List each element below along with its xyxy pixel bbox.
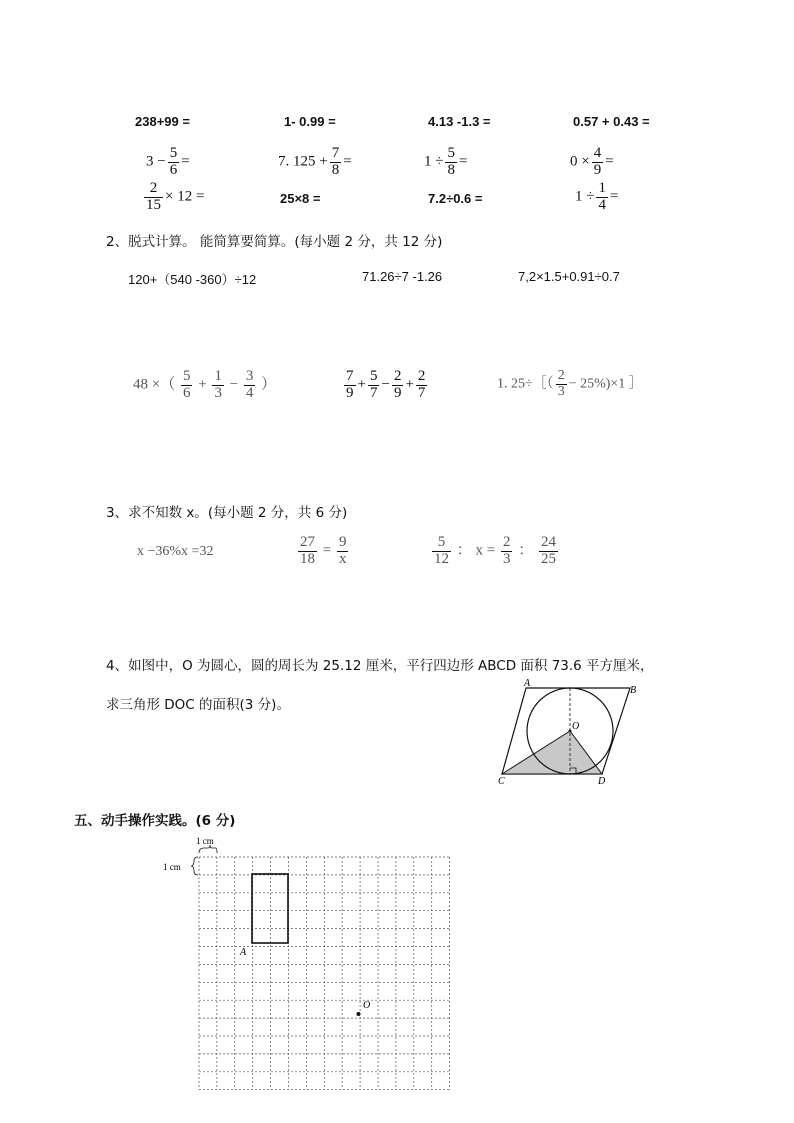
label-o: O: [363, 1000, 371, 1011]
brace-left: [191, 857, 198, 875]
calc-item: 1 ÷ $\frac{5}{8}$ =: [424, 145, 468, 178]
calc-item: 71.26÷7 -1.26: [362, 269, 443, 284]
calc-item: $\frac{2}{15}$ × 12 =: [146, 180, 205, 213]
rectangle-shape: [252, 874, 288, 943]
calc-item: 120+（540 -360）÷12: [128, 272, 257, 287]
point-o: [357, 1012, 361, 1016]
calc-item: 7,2×1.5+0.91÷0.7: [518, 269, 620, 284]
calc-item: 3 − $\frac{5}{6}$ =: [146, 145, 190, 178]
calc-item: 238+99 =: [135, 114, 190, 129]
calc-item: 0.57 + 0.43 =: [573, 114, 650, 129]
label-c: C: [498, 776, 505, 787]
calc-item: 0 × $\frac{4}{9}$ =: [570, 145, 614, 178]
grid-lines: [199, 857, 450, 1090]
label-d: D: [598, 776, 606, 787]
calc-item: 25×8 =: [280, 191, 321, 206]
unit-label-top: 1 cm: [196, 836, 214, 846]
calc-item: 1- 0.99 =: [284, 114, 336, 129]
calc-item: 7.2÷0.6 =: [428, 191, 483, 206]
brace-top: [199, 845, 217, 853]
calc-item: 1. 25÷［（ $\frac{2}{3}$ − 25%)×1 ］: [497, 368, 643, 399]
problem-text: 4、如图中，O 为圆心，圆的周长为 25.12 厘米，平行四边形 ABCD 面积 73.6 平方厘米，: [106, 658, 654, 674]
section-heading: 2、脱式计算。 能简算要简算。(每小题 2 分，共 12 分): [106, 234, 443, 250]
equation-item: x −36%x =32: [137, 544, 214, 559]
label-a: A: [524, 678, 531, 689]
label-o: O: [572, 721, 580, 732]
label-a: A: [240, 947, 247, 958]
label-b: B: [630, 685, 637, 696]
calc-item: $\frac{7}{9}$ + $\frac{5}{7}$ − $\frac{2}{9}$ + $\frac{2}{7}$: [346, 368, 426, 401]
unit-label-left: 1 cm: [163, 862, 181, 872]
section-heading: 五、动手操作实践。(6 分): [74, 813, 236, 829]
parallelogram-circle-figure: [490, 678, 650, 788]
calc-item: 48 ×（ $\frac{5}{6}$ + $\frac{1}{3}$ − $\frac{3}{4}$ ）: [133, 368, 277, 401]
triangle-doc: [502, 731, 602, 774]
section-heading: 3、求不知数 x。(每小题 2 分，共 6 分): [106, 505, 348, 521]
calc-item: 4.13 -1.3 =: [428, 114, 491, 129]
equation-item: $\frac{5}{12}$ ： x = $\frac{2}{3}$ ： $\frac{24}{25}$: [434, 534, 556, 567]
grid-figure: [160, 830, 460, 1090]
calc-item: 1 ÷ $\frac{1}{4}$ =: [575, 180, 619, 213]
equation-item: $\frac{27}{18}$ = $\frac{9}{x}$: [300, 534, 347, 567]
calc-item: 7. 125 + $\frac{7}{8}$ =: [278, 145, 352, 178]
problem-text: 求三角形 DOC 的面积(3 分)。: [106, 697, 290, 713]
